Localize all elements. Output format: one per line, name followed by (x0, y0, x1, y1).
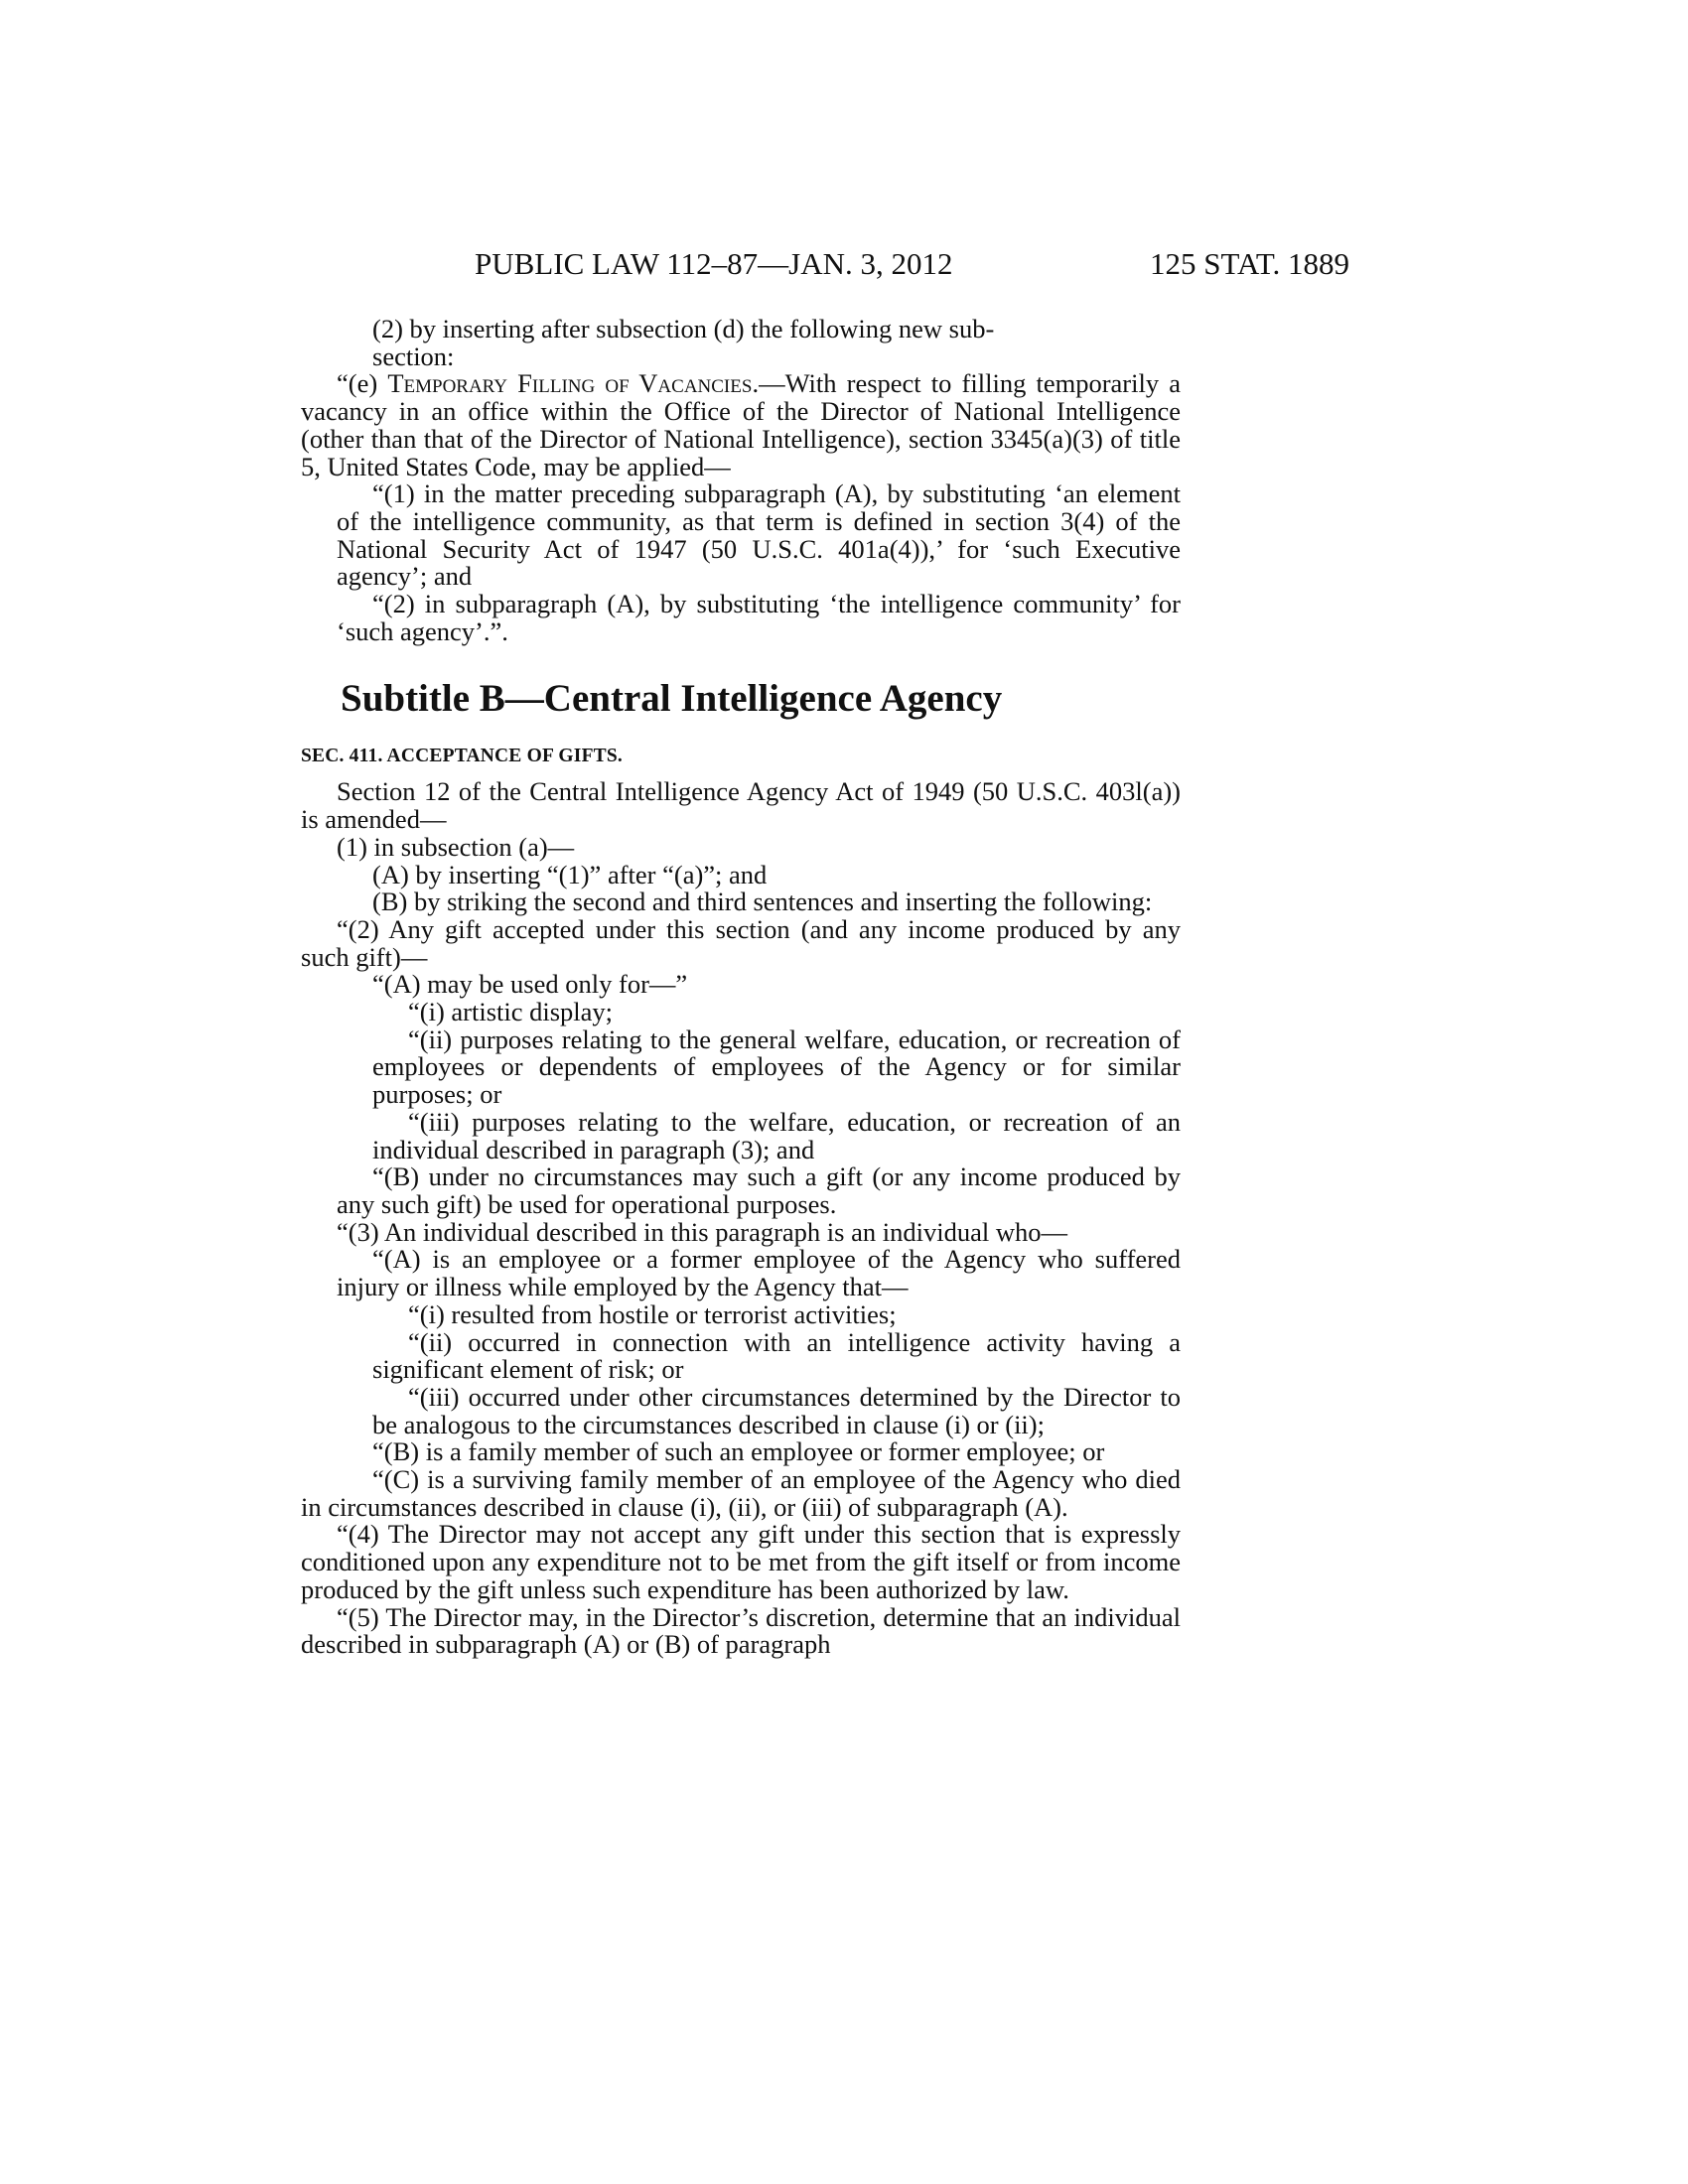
subsection-e-paragraph-1: “(1) in the matter preceding subparagraph (A), by substituting ‘an element of the intelligence community, as that term is defined in section 3(4) of the National Security Act of 1947 (50 U.S.C. 401a(4)),’ for ‘such Executive agency’; and (337, 478, 1181, 592)
paragraph-2-A-iii: “(iii) purposes relating to the welfare, education, or recreation of an individual described in paragraph (3); and (372, 1106, 1181, 1164)
paragraph-3: “(3) An individual described in this paragraph is an individual who— (337, 1216, 1067, 1247)
subsection-a-clause-A: (A) by inserting “(1)” after “(a)”; and (372, 859, 768, 889)
section-heading: SEC. 411. ACCEPTANCE OF GIFTS. (301, 746, 624, 767)
running-head (0, 246, 1688, 286)
paragraph-4: “(4) The Director may not accept any gift under this section that is expressly conditioned upon any expenditure not to be met from the gift itself or from income produced by the gift unless such expenditure has been authorized by law. (301, 1519, 1181, 1604)
statute-page-number: 125 STAT. 1889 (1150, 246, 1350, 281)
paragraph-3-A: “(A) is an employee or a former employee of the Agency who suffered injury or illness while employed by the Agency that— (337, 1244, 1181, 1302)
amendment-item-2 (301, 316, 1181, 370)
paragraph-3-B: “(B) is a family member of such an employee or former employee; or (372, 1436, 1105, 1467)
subsection-a-clause-B: (B) by striking the second and third sentences and inserting the following: (372, 887, 1153, 917)
paragraph-3-A-ii: “(ii) occurred in connection with an intelligence activity having a significant element of risk; or (372, 1326, 1181, 1385)
subtitle-heading: Subtitle B—Central Intelligence Agency (341, 677, 1003, 721)
subsection-e-paragraph-2: “(2) in subparagraph (A), by substituting ‘the intelligence community’ for ‘such agency’.”. (337, 589, 1181, 646)
paragraph-2-B: “(B) under no circumstances may such a gift (or any income produced by any such gift) be used for operational purposes. (337, 1161, 1181, 1219)
paragraph-2: “(2) Any gift accepted under this section (and any income produced by any such gift)— (301, 913, 1181, 972)
paragraph-5: “(5) The Director may, in the Director’s discretion, determine that an individual described in subparagraph (A) or (B) of paragraph (301, 1601, 1181, 1660)
subsection-a-instruction: (1) in subsection (a)— (337, 831, 575, 862)
paragraph-2-A-ii: “(ii) purposes relating to the general welfare, education, or recreation of employees or dependents of employees of the Agency or for similar purposes; or (372, 1024, 1181, 1110)
subsection-e-heading: Temporary Filling of Vacancies (387, 368, 753, 399)
page-body (301, 316, 1181, 1659)
subsection-e: “(e) Temporary Filling of Vacancies.—With respect to filling temporarily a vacancy in an office within the Office of the Director of National Intelligence (other than that of the Director of National Intelligence), section 3345(a)(3) of title 5, United States Code, may be applied— (301, 368, 1181, 481)
paragraph-3-A-iii: “(iii) occurred under other circumstances determined by the Director to be analogous to the circumstances described in clause (i) or (ii); (372, 1381, 1181, 1439)
amendment-item-text-continued: section: (372, 341, 455, 371)
paragraph-3-A-i: “(i) resulted from hostile or terrorist activities; (408, 1298, 897, 1329)
section-intro: Section 12 of the Central Intelligence Agency Act of 1949 (50 U.S.C. 403l(a)) is amended— (301, 776, 1181, 835)
paragraph-3-C: “(C) is a surviving family member of an employee of the Agency who died in circumstances described in clause (i), (ii), or (iii) of subparagraph (A). (301, 1464, 1181, 1522)
public-law-citation: PUBLIC LAW 112–87—JAN. 3, 2012 (475, 246, 953, 281)
paragraph-2-A: “(A) may be used only for—” (372, 969, 688, 1000)
paragraph-2-A-i: “(i) artistic display; (408, 997, 614, 1027)
amendment-item-text: (2) by inserting after subsection (d) the following new sub- (372, 314, 995, 343)
